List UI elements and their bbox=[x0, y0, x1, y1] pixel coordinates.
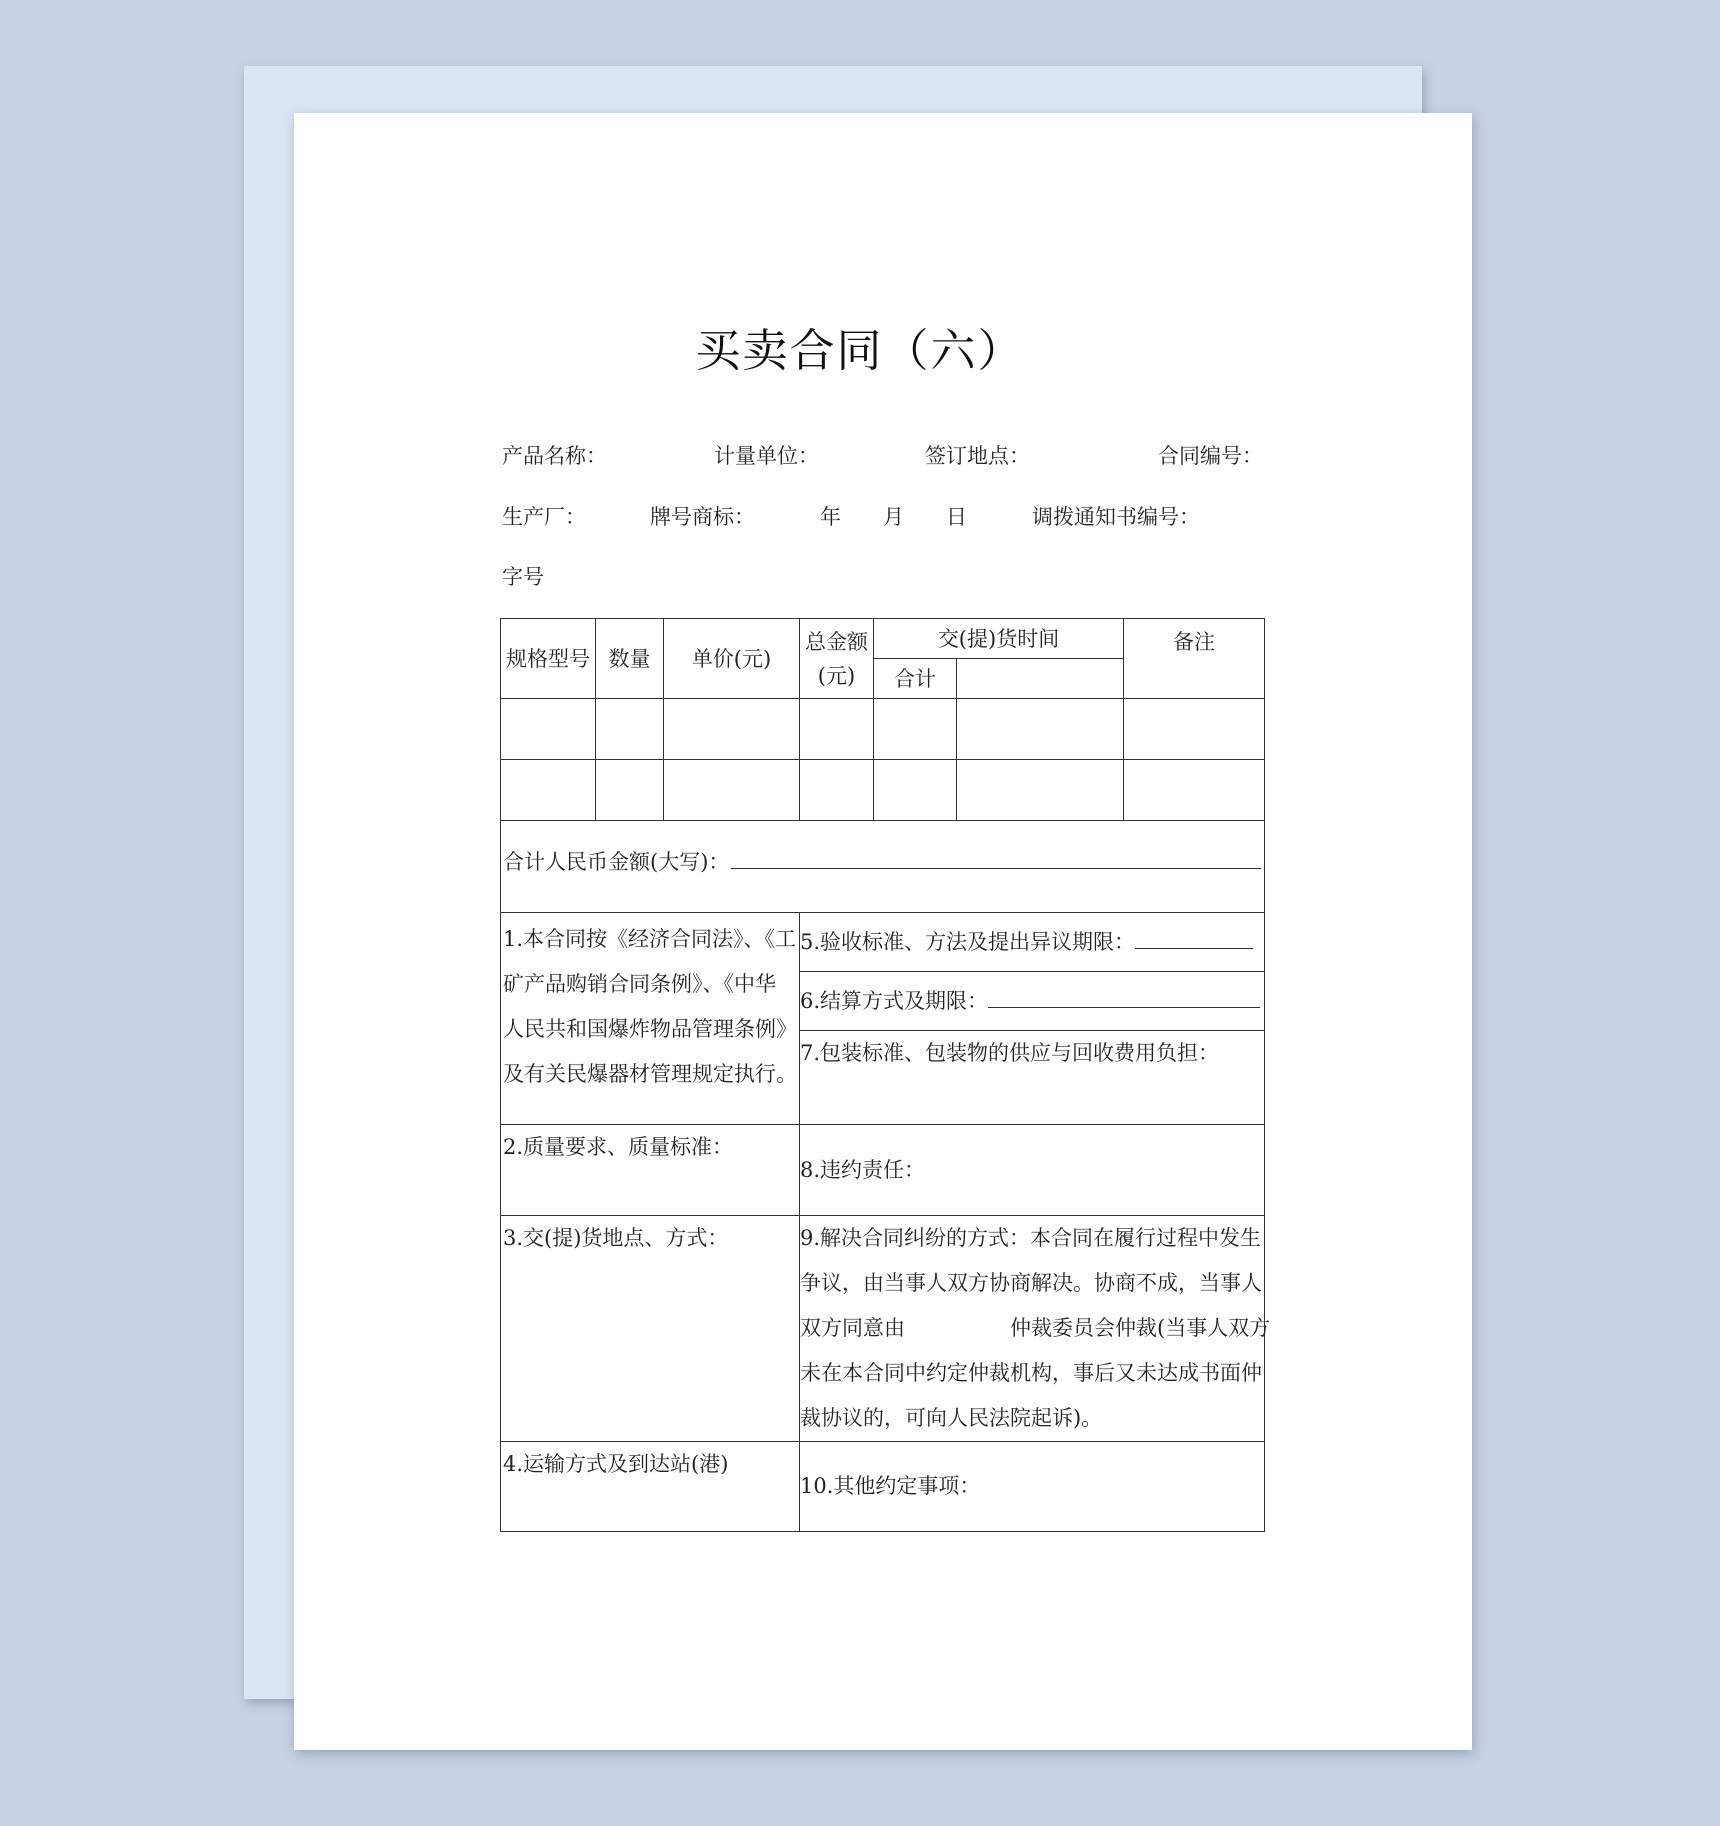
label-word-no: 字号 bbox=[502, 565, 544, 589]
clause-4: 4.运输方式及到达站(港) bbox=[501, 1442, 800, 1532]
cell-spec[interactable] bbox=[501, 760, 596, 821]
header-total-line2: (元) bbox=[817, 663, 856, 688]
label-product-name: 产品名称： bbox=[502, 444, 607, 468]
clause-1-line: 人民共和国爆炸物品管理条例》 bbox=[503, 1017, 797, 1041]
label-brand: 牌号商标： bbox=[650, 505, 755, 529]
clause-1-line: 1.本合同按《经济合同法》、《工 bbox=[503, 927, 797, 951]
clause-6-label: 6.结算方式及期限： bbox=[800, 988, 989, 1013]
cell-subtotal[interactable] bbox=[874, 699, 957, 760]
label-manufacturer: 生产厂： bbox=[502, 505, 586, 529]
clause-5-blank-line[interactable] bbox=[1135, 928, 1253, 949]
cell-time[interactable] bbox=[957, 760, 1124, 821]
cell-subtotal[interactable] bbox=[874, 760, 957, 821]
cell-total[interactable] bbox=[800, 760, 874, 821]
header-subtotal: 合计 bbox=[874, 659, 957, 699]
clause-10: 10.其他约定事项： bbox=[800, 1442, 1265, 1532]
cell-total[interactable] bbox=[800, 699, 874, 760]
clause-9-line: 双方同意由 仲裁委员会仲裁(当事人双方 bbox=[800, 1316, 1271, 1340]
header-remarks: 备注 bbox=[1124, 619, 1265, 699]
clause-9-line: 未在本合同中约定仲裁机构，事后又未达成书面仲 bbox=[800, 1361, 1262, 1385]
label-allocation-no: 调拨通知书编号： bbox=[1032, 505, 1200, 529]
header-total bbox=[800, 619, 874, 699]
label-day: 日 bbox=[946, 505, 967, 529]
clause-9-line: 9.解决合同纠纷的方式：本合同在履行过程中发生 bbox=[800, 1226, 1262, 1250]
amount-label: 合计人民币金额(大写)： bbox=[503, 849, 730, 874]
clause-2: 2.质量要求、质量标准： bbox=[501, 1125, 800, 1216]
clause-8: 8.违约责任： bbox=[800, 1125, 1265, 1216]
contract-table bbox=[500, 618, 1271, 1532]
table-row bbox=[501, 760, 1265, 821]
amount-cell bbox=[501, 821, 1265, 879]
clause-6 bbox=[800, 972, 1265, 1031]
cell-spec[interactable] bbox=[501, 699, 596, 760]
header-spec: 规格型号 bbox=[501, 619, 596, 699]
label-sign-place: 签订地点： bbox=[925, 444, 1030, 468]
cell-remarks[interactable] bbox=[1124, 760, 1265, 821]
clause-7: 7.包装标准、包装物的供应与回收费用负担： bbox=[800, 1031, 1265, 1125]
clause-5 bbox=[800, 913, 1265, 972]
cell-qty[interactable] bbox=[596, 699, 664, 760]
clause-9 bbox=[800, 1216, 1271, 1442]
cell-unit-price[interactable] bbox=[664, 699, 800, 760]
cell-unit-price[interactable] bbox=[664, 760, 800, 821]
clause-1 bbox=[501, 913, 800, 1125]
clause-6-blank-line[interactable] bbox=[988, 987, 1260, 1008]
header-delivery-time: 交(提)货时间 bbox=[874, 619, 1124, 659]
table-row bbox=[501, 699, 1265, 760]
document-title: 买卖合同（六） bbox=[695, 324, 1025, 377]
header-qty: 数量 bbox=[596, 619, 664, 699]
clause-3: 3.交(提)货地点、方式： bbox=[501, 1216, 800, 1442]
amount-blank-line[interactable] bbox=[731, 848, 1261, 869]
header-total-line1: 总金额 bbox=[805, 629, 868, 654]
cell-qty[interactable] bbox=[596, 760, 664, 821]
clause-9-line: 裁协议的，可向人民法院起诉)。 bbox=[800, 1406, 1103, 1430]
clause-1-line: 矿产品购销合同条例》、《中华 bbox=[503, 972, 776, 996]
clause-9-line: 争议，由当事人双方协商解决。协商不成，当事人 bbox=[800, 1271, 1262, 1295]
clause-5-label: 5.验收标准、方法及提出异议期限： bbox=[800, 929, 1136, 954]
header-unit-price: 单价(元) bbox=[664, 619, 800, 699]
cell-time[interactable] bbox=[957, 699, 1124, 760]
cell-remarks[interactable] bbox=[1124, 699, 1265, 760]
clause-1-line: 及有关民爆器材管理规定执行。 bbox=[503, 1062, 797, 1086]
label-contract-no: 合同编号： bbox=[1158, 444, 1263, 468]
label-unit: 计量单位： bbox=[714, 444, 819, 468]
amount-spacer bbox=[501, 879, 1265, 913]
header-blank bbox=[957, 659, 1124, 699]
label-month: 月 bbox=[883, 505, 904, 529]
label-year: 年 bbox=[820, 505, 841, 529]
